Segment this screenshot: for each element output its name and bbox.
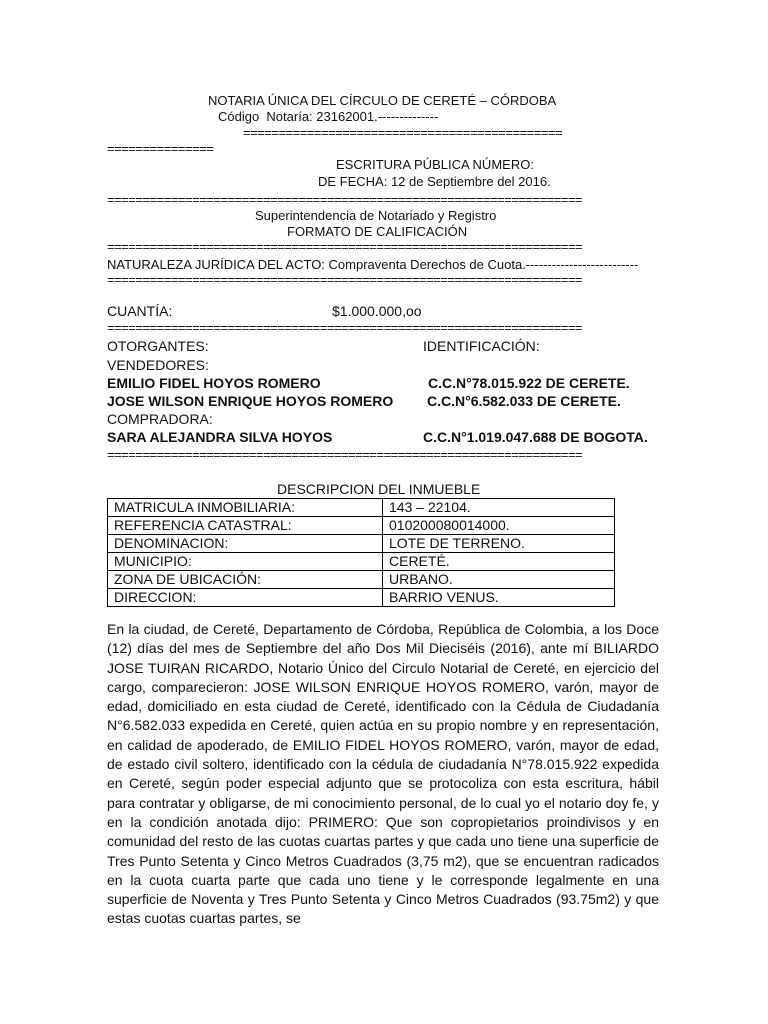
separator-rule: =============== [107,141,214,156]
deed-body-paragraph: En la ciudad, de Cereté, Departamento de Córdoba, República de Colombia, a los Doce (12) días del mes de Septiembre del año Dos Mil Dieciséis (2016), ante mí BILIARDO JOSE TUIRAN RICARDO, Notario Único del Circulo Notarial de Cereté, en ejercicio del cargo, comparecieron: JOSE WILSON ENRIQUE HOYOS ROMERO, varón, mayor de edad, domiciliado en esta ciudad de Cereté, identificado con la Cédula de Ciudadanía N°6.582.033 expedida en Cereté, quien actúa en su propio nombre y en representación, en calidad de apoderado, de EMILIO FIDEL HOYOS ROMERO, varón, mayor de edad, de estado civil soltero, identificado con la cédula de ciudadanía N°78.015.922 expedida en Cereté, según poder especial adjunto que se protocoliza con esta escritura, hábil para contratar y obligarse, de mi conocimiento personal, de lo cual yo el notario doy fe, y en la condición anotada dijo: PRIMERO: Que son copropietarios proindivisos y en comunidad del resto de las cuotas cuartas partes y que cada uno tiene una superficie de Tres Punto Setenta y Cinco Metros Cuadrados (3,75 m2), que se encuentran radicados en la cuota cuarta parte que cada uno tiene y le corresponde legalmente en una superficie de Noventa y Tres Punto Setenta y Cinco Metros Cuadrados (93.75m2) y que estas cuotas cuartas partes, se [107,621,659,927]
buyer-label: COMPRADORA: [107,411,213,427]
form-title: FORMATO DE CALIFICACIÓN [287,224,468,239]
separator-rule: =================================================================== [107,240,583,254]
table-row [108,553,615,571]
sellers-label: VENDEDORES: [107,357,209,373]
buyer-name: SARA ALEJANDRA SILVA HOYOS [107,429,333,445]
table-row [108,589,615,607]
agency-name: Superintendencia de Notariado y Registro [255,208,497,223]
grantors-label: OTORGANTES: [107,338,209,354]
table-row [108,499,615,517]
seller-id: C.C.N°6.582.033 DE CERETE. [427,393,621,409]
seller-name: EMILIO FIDEL HOYOS ROMERO [107,375,321,391]
deed-date: DE FECHA: 12 de Septiembre del 2016. [318,174,551,189]
separator-rule: =================================================================== [107,193,583,207]
deed-title: ESCRITURA PÚBLICA NÚMERO: [336,157,534,172]
separator-rule: =================================================================== [107,448,583,462]
property-field-label: ZONA DE UBICACIÓN: [108,571,383,589]
property-title: DESCRIPCION DEL INMUEBLE [277,481,481,497]
property-table [107,498,615,607]
property-field-value: 143 – 22104. [383,499,615,517]
property-field-value: CERETÉ. [383,553,615,571]
property-field-label: DIRECCION: [108,589,383,607]
notary-name: NOTARIA ÚNICA DEL CÍRCULO DE CERETÉ – CÓRDOBA [208,93,557,108]
notary-code: Código Notaría: 23162001.-------------- [218,109,439,124]
identification-label: IDENTIFICACIÓN: [423,338,540,354]
seller-id: C.C.N°78.015.922 DE CERETE. [428,375,630,391]
table-row [108,535,615,553]
separator-rule: =================================================================== [107,273,583,287]
property-field-value: 010200080014000. [383,517,615,535]
property-field-value: LOTE DE TERRENO. [383,535,615,553]
amount-label: CUANTÍA: [107,303,173,319]
table-row [108,517,615,535]
table-row [108,571,615,589]
seller-name: JOSE WILSON ENRIQUE HOYOS ROMERO [107,393,394,409]
legal-nature: NATURALEZA JURÍDICA DEL ACTO: Compraventa Derechos de Cuota.-------------------------- [107,257,639,272]
property-field-label: MUNICIPIO: [108,553,383,571]
amount-value: $1.000.000,oo [332,303,422,319]
property-field-label: MATRICULA INMOBILIARIA: [108,499,383,517]
property-field-label: REFERENCIA CATASTRAL: [108,517,383,535]
separator-rule: =================================================================== [107,321,583,335]
separator-rule: ============================================= [243,125,563,140]
buyer-id: C.C.N°1.019.047.688 DE BOGOTA. [423,429,648,445]
property-field-value: BARRIO VENUS. [383,589,615,607]
property-field-value: URBANO. [383,571,615,589]
property-field-label: DENOMINACION: [108,535,383,553]
